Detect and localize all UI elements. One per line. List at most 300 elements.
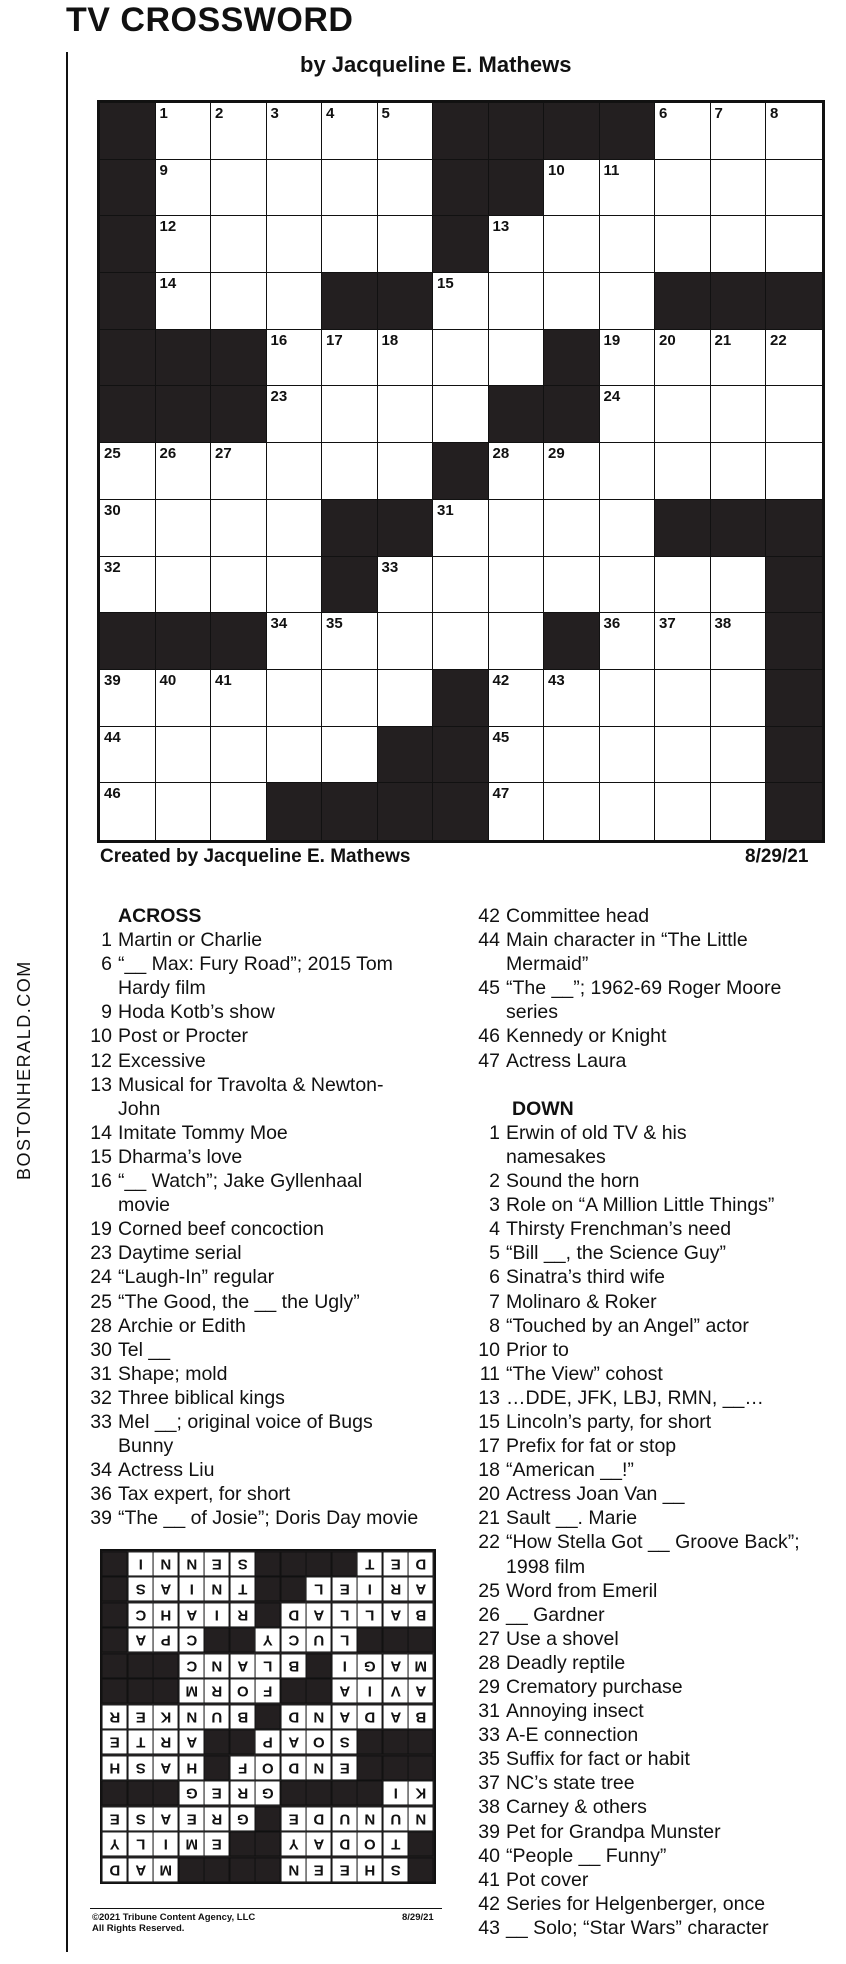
grid-cell[interactable] [766,386,822,443]
grid-cell[interactable] [544,216,600,273]
grid-black-square [433,160,489,217]
grid-cell[interactable] [544,443,600,500]
clue-number: 5 [489,1242,500,1265]
grid-black-square [378,500,434,557]
solution-letter: R [102,1704,128,1729]
solution-letter: R [230,1780,256,1805]
solution-letter: A [128,1627,154,1652]
solution-letter: N [179,1551,205,1576]
created-by: Created by Jacqueline E. Mathews [100,846,411,867]
clue-text: Committee head [506,905,650,927]
grid-black-square [544,330,600,387]
grid-cell[interactable] [544,670,600,727]
solution-letter: U [383,1806,409,1831]
grid-cell[interactable] [600,783,656,840]
solution-letter: A [383,1653,409,1678]
grid-cell[interactable] [211,783,267,840]
grid-black-square [100,160,156,217]
solution-letter: I [383,1780,409,1805]
clue-number: 30 [90,1338,112,1361]
solution-letter: G [230,1806,256,1831]
clue-text: Suffix for fact or habit [506,1748,690,1771]
grid-cell[interactable] [489,216,545,273]
grid-cell[interactable] [711,670,767,727]
grid-cell[interactable] [600,670,656,727]
solution-letter: U [306,1627,332,1652]
solution-letter: S [230,1551,256,1576]
solution-black-square [281,1678,307,1703]
grid-cell[interactable] [766,216,822,273]
solution-letter: C [281,1627,307,1652]
grid-black-square [766,783,822,840]
grid-cell[interactable] [156,670,212,727]
solution-letter: I [204,1602,230,1627]
grid-black-square [100,386,156,443]
solution-letter: L [357,1602,383,1627]
solution-black-square [281,1551,307,1576]
solution-letter: N [179,1704,205,1729]
grid-cell[interactable] [600,727,656,784]
grid-cell[interactable] [655,783,711,840]
clue-number: 46 [478,1025,500,1048]
grid-cell[interactable] [655,727,711,784]
grid-cell[interactable] [433,500,489,557]
grid-cell[interactable] [711,783,767,840]
grid-cell[interactable] [711,613,767,670]
clue-text: Main character in “The Little [506,929,748,952]
clue-number: 37 [659,615,676,633]
grid-cell[interactable] [156,500,212,557]
grid-cell[interactable] [433,613,489,670]
clue-line [472,1506,832,1530]
grid-cell[interactable] [156,783,212,840]
clue-text: Prefix for fat or stop [506,1435,677,1458]
clue-text: Sinatra’s third wife [506,1266,665,1289]
grid-cell[interactable] [711,727,767,784]
grid-cell[interactable] [655,160,711,217]
grid-cell[interactable] [600,273,656,330]
grid-cell[interactable] [378,670,434,727]
grid-cell[interactable] [100,443,156,500]
solution-black-square [230,1729,256,1754]
grid-cell[interactable] [100,727,156,784]
clue-text: “Bill __, the Science Guy” [506,1242,727,1265]
grid-black-square [211,330,267,387]
solution-letter: E [179,1806,205,1831]
solution-black-square [281,1576,307,1601]
clue-line [472,1121,832,1145]
grid-cell[interactable] [156,443,212,500]
grid-cell[interactable] [378,160,434,217]
grid-cell[interactable] [322,670,378,727]
grid-cell[interactable] [544,160,600,217]
grid-black-square [211,613,267,670]
solution-letter: A [179,1602,205,1627]
solution-letter: A [153,1755,179,1780]
grid-black-square [433,727,489,784]
clue-text: Pot cover [506,1868,589,1891]
grid-cell[interactable] [267,500,323,557]
grid-cell[interactable] [489,500,545,557]
clue-number: 3 [270,105,279,122]
clue-number: 11 [603,161,620,179]
clue-text: Three biblical kings [118,1386,285,1409]
grid-cell[interactable] [711,216,767,273]
grid-cell[interactable] [378,103,434,160]
grid-cell[interactable] [100,670,156,727]
clue-number: 23 [270,388,288,406]
grid-cell[interactable] [211,273,267,330]
vertical-divider [66,52,68,1952]
solution-letter: A [408,1576,434,1601]
grid-cell[interactable] [433,330,489,387]
grid-cell[interactable] [489,670,545,727]
grid-cell[interactable] [156,273,212,330]
clue-text: Actress Joan Van __ [506,1483,685,1506]
solution-black-square [255,1831,281,1856]
grid-black-square [322,557,378,614]
grid-cell[interactable] [267,273,323,330]
clue-number: 7 [489,1290,500,1313]
solution-letter: B [408,1704,434,1729]
grid-cell[interactable] [211,727,267,784]
grid-cell[interactable] [433,273,489,330]
grid-cell[interactable] [655,670,711,727]
grid-cell[interactable] [655,613,711,670]
solution-black-square [408,1755,434,1780]
grid-cell[interactable] [211,103,267,160]
clue-number: 28 [492,445,510,463]
clue-text: Pet for Grandpa Munster [506,1820,721,1843]
solution-letter: M [179,1831,205,1856]
solution-black-square [255,1551,281,1576]
grid-cell[interactable] [489,273,545,330]
clue-line [472,1675,832,1699]
clue-number: 37 [478,1772,500,1795]
grid-cell[interactable] [378,443,434,500]
clue-text: Word from Emeril [506,1579,658,1602]
grid-cell[interactable] [489,613,545,670]
grid-cell[interactable] [267,216,323,273]
solution-black-square [204,1729,230,1754]
solution-letter: T [383,1831,409,1856]
grid-cell[interactable] [322,613,378,670]
solution-letter: U [332,1806,358,1831]
grid-cell[interactable] [489,557,545,614]
solution-black-square [357,1780,383,1805]
grid-cell[interactable] [156,557,212,614]
clue-line [472,928,832,952]
clue-number: 9 [101,1001,112,1024]
solution-letter: C [179,1653,205,1678]
grid-cell[interactable] [433,386,489,443]
clue-text: Dharma’s love [118,1145,243,1168]
grid-cell[interactable] [766,103,822,160]
grid-cell[interactable] [655,103,711,160]
grid-black-square [211,386,267,443]
grid-cell[interactable] [322,386,378,443]
grid-cell[interactable] [267,613,323,670]
solution-letter: S [128,1806,154,1831]
solution-letter: S [332,1729,358,1754]
grid-cell[interactable] [322,330,378,387]
grid-black-square [378,727,434,784]
solution-letter: I [153,1831,179,1856]
clue-line [472,1217,832,1241]
grid-cell[interactable] [544,500,600,557]
clue-text: Prior to [506,1338,569,1361]
grid-cell[interactable] [711,103,767,160]
solution-black-square [357,1755,383,1780]
solution-letter: G [357,1653,383,1678]
clue-number: 38 [478,1796,500,1819]
solution-black-square [204,1627,230,1652]
grid-cell[interactable] [489,783,545,840]
grid-black-square [433,443,489,500]
grid-cell[interactable] [322,103,378,160]
solution-letter: C [128,1602,154,1627]
down-heading: DOWN [512,1097,574,1120]
grid-cell[interactable] [100,783,156,840]
copyright-divider [90,1908,442,1909]
solution-letter: N [281,1857,307,1882]
solution-black-square [332,1780,358,1805]
clue-number: 44 [104,728,121,746]
grid-cell[interactable] [378,557,434,614]
clue-line [472,1844,832,1868]
clue-line [84,1145,454,1169]
clue-line [84,1434,454,1458]
clue-line [472,1434,832,1458]
grid-cell[interactable] [600,216,656,273]
clue-line [84,1241,454,1265]
grid-cell[interactable] [544,557,600,614]
clue-number: 47 [492,785,510,803]
grid-cell[interactable] [267,330,323,387]
grid-cell[interactable] [600,386,656,443]
grid-cell[interactable] [544,273,600,330]
solution-letter: E [332,1857,358,1882]
clue-line [84,1506,454,1530]
grid-cell[interactable] [655,557,711,614]
grid-cell[interactable] [600,443,656,500]
clue-line [472,1265,832,1289]
solution-letter: B [230,1704,256,1729]
clue-text: __ Solo; “Star Wars” character [506,1916,769,1939]
grid-cell[interactable] [600,330,656,387]
grid-cell[interactable] [267,727,323,784]
grid-cell[interactable] [600,613,656,670]
grid-cell[interactable] [378,613,434,670]
grid-cell[interactable] [655,386,711,443]
clue-text: Crematory purchase [506,1676,683,1698]
grid-cell[interactable] [322,727,378,784]
clue-number: 21 [714,331,732,349]
clue-line [472,1723,832,1747]
clue-number: 33 [90,1410,112,1433]
grid-cell[interactable] [600,160,656,217]
grid-cell[interactable] [267,386,323,443]
grid-cell[interactable] [322,216,378,273]
clue-text: movie [118,1194,171,1217]
grid-cell[interactable] [600,557,656,614]
solution-letter: E [204,1831,230,1856]
solution-letter: D [306,1806,332,1831]
clue-number: 16 [90,1170,112,1193]
grid-cell[interactable] [378,386,434,443]
solution-letter: A [153,1806,179,1831]
solution-black-square [306,1653,332,1678]
clue-line [84,1458,454,1482]
grid-cell[interactable] [100,557,156,614]
grid-cell[interactable] [211,216,267,273]
grid-cell[interactable] [378,216,434,273]
grid-cell[interactable] [322,160,378,217]
grid-black-square [433,783,489,840]
clue-number: 2 [489,1170,500,1193]
grid-cell[interactable] [267,443,323,500]
across-clue-list [84,928,454,1530]
grid-cell[interactable] [267,160,323,217]
solution-letter: S [128,1755,154,1780]
clue-number: 5 [381,105,390,122]
grid-black-square [100,103,156,160]
clue-text: “People __ Funny” [506,1844,667,1867]
grid-cell[interactable] [489,443,545,500]
solution-letter: N [306,1755,332,1780]
grid-cell[interactable] [156,216,212,273]
clue-line [472,1627,832,1651]
grid-black-square [544,103,600,160]
clue-text: Actress Laura [506,1049,627,1072]
grid-cell[interactable] [267,557,323,614]
solution-letter: R [230,1602,256,1627]
grid-cell[interactable] [655,330,711,387]
solution-letter: N [408,1806,434,1831]
grid-black-square [267,783,323,840]
solution-black-square [408,1627,434,1652]
clue-number: 31 [478,1700,500,1723]
grid-cell[interactable] [378,330,434,387]
grid-cell[interactable] [211,670,267,727]
solution-black-square [408,1729,434,1754]
solution-letter: E [332,1576,358,1601]
clue-line [472,1000,832,1024]
clue-number: 21 [478,1507,500,1530]
grid-cell[interactable] [655,443,711,500]
grid-black-square [544,613,600,670]
grid-cell[interactable] [267,103,323,160]
clue-line [84,1265,454,1289]
grid-cell[interactable] [711,160,767,217]
grid-cell[interactable] [766,160,822,217]
grid-cell[interactable] [322,443,378,500]
solution-letter: P [255,1729,281,1754]
grid-cell[interactable] [156,727,212,784]
solution-letter: O [306,1729,332,1754]
grid-cell[interactable] [711,443,767,500]
grid-cell[interactable] [156,160,212,217]
clue-line [472,1892,832,1916]
solution-letter: N [357,1806,383,1831]
grid-cell[interactable] [211,557,267,614]
clue-text: Sault __. Marie [506,1507,638,1530]
solution-letter: O [255,1755,281,1780]
grid-cell[interactable] [211,443,267,500]
solution-letter: Y [255,1627,281,1652]
grid-cell[interactable] [433,557,489,614]
solution-letter: N [204,1576,230,1601]
grid-cell[interactable] [600,500,656,557]
clue-number: 25 [90,1290,112,1313]
solution-black-square [102,1551,128,1576]
clue-number: 28 [90,1314,112,1337]
clue-number: 13 [478,1386,500,1409]
grid-cell[interactable] [489,330,545,387]
clue-text: Carney & others [506,1796,647,1819]
down-clue-list [472,1121,832,1940]
solution-black-square [255,1704,281,1729]
grid-cell[interactable] [100,500,156,557]
solution-letter: A [383,1602,409,1627]
solution-letter: A [408,1678,434,1703]
clue-number: 10 [548,161,565,179]
grid-black-square [433,103,489,160]
grid-cell[interactable] [711,386,767,443]
clue-line [472,1579,832,1603]
clue-line [472,1169,832,1193]
grid-cell[interactable] [544,783,600,840]
clue-number: 29 [548,445,565,463]
clue-text: Post or Procter [118,1025,249,1048]
clue-number: 1 [489,1121,500,1144]
clue-line [472,1410,832,1434]
grid-cell[interactable] [489,727,545,784]
solution-letter: E [204,1551,230,1576]
clue-number: 33 [478,1724,500,1747]
clue-line [472,1338,832,1362]
solution-letter: P [153,1627,179,1652]
clue-line [472,1386,832,1410]
grid-cell[interactable] [211,500,267,557]
grid-cell[interactable] [766,330,822,387]
grid-cell[interactable] [711,557,767,614]
solution-letter: H [357,1857,383,1882]
grid-cell[interactable] [211,160,267,217]
grid-cell[interactable] [267,670,323,727]
clue-number: 41 [215,671,232,689]
grid-cell[interactable] [544,727,600,784]
grid-cell[interactable] [156,103,212,160]
grid-cell[interactable] [655,216,711,273]
clue-text: 1998 film [506,1555,586,1578]
clue-line [84,1097,454,1121]
clue-number: 38 [714,615,732,633]
solution-black-square [102,1780,128,1805]
grid-cell[interactable] [766,443,822,500]
clue-number: 31 [437,501,454,519]
clue-text: Tax expert, for short [118,1483,291,1506]
clue-number: 13 [90,1073,112,1096]
clue-text: …DDE, JFK, LBJ, RMN, __… [506,1386,764,1409]
clue-number: 32 [104,558,121,576]
solution-letter: G [255,1780,281,1805]
grid-black-square [489,103,545,160]
clue-number: 31 [90,1362,112,1385]
grid-cell[interactable] [711,330,767,387]
clue-number: 12 [159,218,177,236]
clue-number: 43 [478,1916,500,1939]
